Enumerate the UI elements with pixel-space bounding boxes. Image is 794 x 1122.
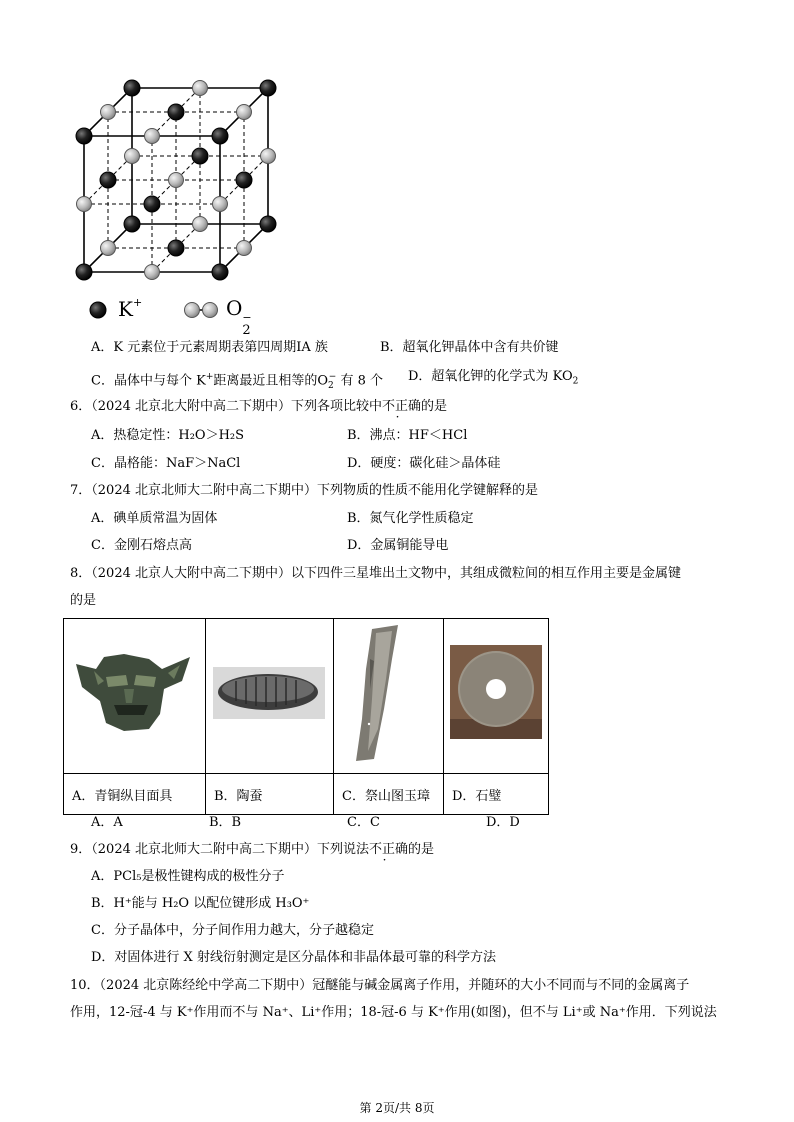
- superoxide-ion: [145, 129, 160, 144]
- potassium-ion: [76, 264, 92, 280]
- q5-option-a: A．K 元素位于元素周期表第四周期ⅠA 族: [91, 340, 328, 355]
- superoxide-ion: [213, 197, 228, 212]
- q8-option-a: A．A: [91, 815, 123, 830]
- bronze-mask-image: [64, 619, 205, 769]
- q8-option-c: C．C: [347, 815, 380, 830]
- q8-option-d: D．D: [486, 815, 520, 830]
- potassium-ion: [260, 216, 276, 232]
- q10-stem-line-1: 10．（2024 北京陈经纶中学高二下期中）冠醚能与碱金属离子作用，并随环的大小不同而与不同的金属离子: [70, 978, 690, 993]
- legend-o2-label: O − 2: [226, 296, 252, 338]
- stone-bi-disc-image: [444, 619, 548, 769]
- potassium-ion-legend-icon: [88, 300, 108, 320]
- artifact-c-image-cell: [334, 619, 444, 774]
- q6-option-b: B．沸点：HF＜HCl: [347, 428, 468, 443]
- superoxide-ion: [77, 197, 92, 212]
- superoxide-ion: [101, 241, 116, 256]
- q5-option-c: C．晶体中与每个 K+距离最近且相等的$O_2^-$ 有 8 个: [91, 372, 384, 391]
- q9-stem: 9．（2024 北京北师大二附中高二下期中）下列说法不正确的是: [70, 842, 435, 857]
- superoxide-ion: [145, 265, 160, 280]
- potassium-ion: [124, 80, 140, 96]
- jade-zhang-image: [334, 619, 443, 769]
- artifact-table: [63, 618, 549, 815]
- superoxide-ion: [261, 149, 276, 164]
- artifact-b-caption: B．陶蚕: [206, 774, 334, 815]
- superoxide-ion: [101, 105, 116, 120]
- potassium-ion: [212, 264, 228, 280]
- potassium-ion: [100, 172, 116, 188]
- potassium-ion: [76, 128, 92, 144]
- q8-stem-line-1: 8．（2024 北京人大附中高二下期中）以下四件三星堆出土文物中，其组成微粒间的相互作用主要是金属键: [70, 566, 681, 581]
- q7-option-d: D．金属铜能导电: [347, 538, 449, 553]
- q10-stem-line-2: 作用，12-冠-4 与 K⁺作用而不与 Na⁺、Li⁺作用；18-冠-6 与 K⁺作用(如图)，但不与 Li⁺或 Na⁺作用．下列说法: [70, 1005, 717, 1020]
- pottery-silkworm-image: [206, 619, 333, 769]
- q6-stem: 6．（2024 北京北大附中高二下期中）下列各项比较中不正确的是: [70, 399, 448, 414]
- q6-option-c: C．晶格能：NaF＞NaCl: [91, 456, 241, 471]
- artifact-a-image-cell: [64, 619, 206, 774]
- legend-k-label: K+: [118, 296, 143, 321]
- superoxide-ion: [169, 173, 184, 188]
- q8-stem-line-2: 的是: [70, 593, 97, 608]
- potassium-ion: [236, 172, 252, 188]
- potassium-ion: [124, 216, 140, 232]
- q9-option-a: A．PCl₅是极性键构成的极性分子: [91, 869, 285, 884]
- q9-option-c: C．分子晶体中，分子间作用力越大，分子越稳定: [91, 923, 374, 938]
- q7-option-c: C．金刚石熔点高: [91, 538, 192, 553]
- potassium-ion: [168, 104, 184, 120]
- artifact-b-image-cell: [206, 619, 334, 774]
- artifact-d-caption: D．石璧: [444, 774, 549, 815]
- potassium-ion: [260, 80, 276, 96]
- q7-option-b: B．氮气化学性质稳定: [347, 511, 474, 526]
- superoxide-ion: [125, 149, 140, 164]
- artifact-d-image-cell: [444, 619, 549, 774]
- q8-option-b: B．B: [209, 815, 242, 830]
- page-footer: 第 2页/共 8页: [359, 1101, 435, 1115]
- q9-option-d: D．对固体进行 X 射线衍射测定是区分晶体和非晶体最可靠的科学方法: [91, 950, 496, 965]
- q5-option-b: B．超氧化钾晶体中含有共价键: [380, 340, 559, 355]
- q7-option-a: A．碘单质常温为固体: [91, 511, 218, 526]
- potassium-ion: [144, 196, 160, 212]
- q6-option-a: A．热稳定性：H₂O＞H₂S: [91, 428, 245, 443]
- q9-option-b: B．H⁺能与 H₂O 以配位键形成 H₃O⁺: [91, 896, 310, 911]
- potassium-ion: [212, 128, 228, 144]
- superoxide-ion-legend-icon: [182, 300, 220, 320]
- q5-option-d: D．超氧化钾的化学式为 $KO_2$: [408, 369, 579, 387]
- artifact-a-caption: A．青铜纵目面具: [64, 774, 206, 815]
- artifact-c-caption: C．祭山图玉璋: [334, 774, 444, 815]
- superoxide-ion: [193, 81, 208, 96]
- potassium-ion: [168, 240, 184, 256]
- q7-stem: 7．（2024 北京北师大二附中高二下期中）下列物质的性质不能用化学键解释的是: [70, 483, 538, 498]
- superoxide-ion: [193, 217, 208, 232]
- kO2-crystal-structure-figure: [60, 55, 320, 338]
- superoxide-ion: [237, 105, 252, 120]
- potassium-ion: [192, 148, 208, 164]
- q6-option-d: D．硬度：碳化硅＞晶体硅: [347, 456, 501, 471]
- superoxide-ion: [237, 241, 252, 256]
